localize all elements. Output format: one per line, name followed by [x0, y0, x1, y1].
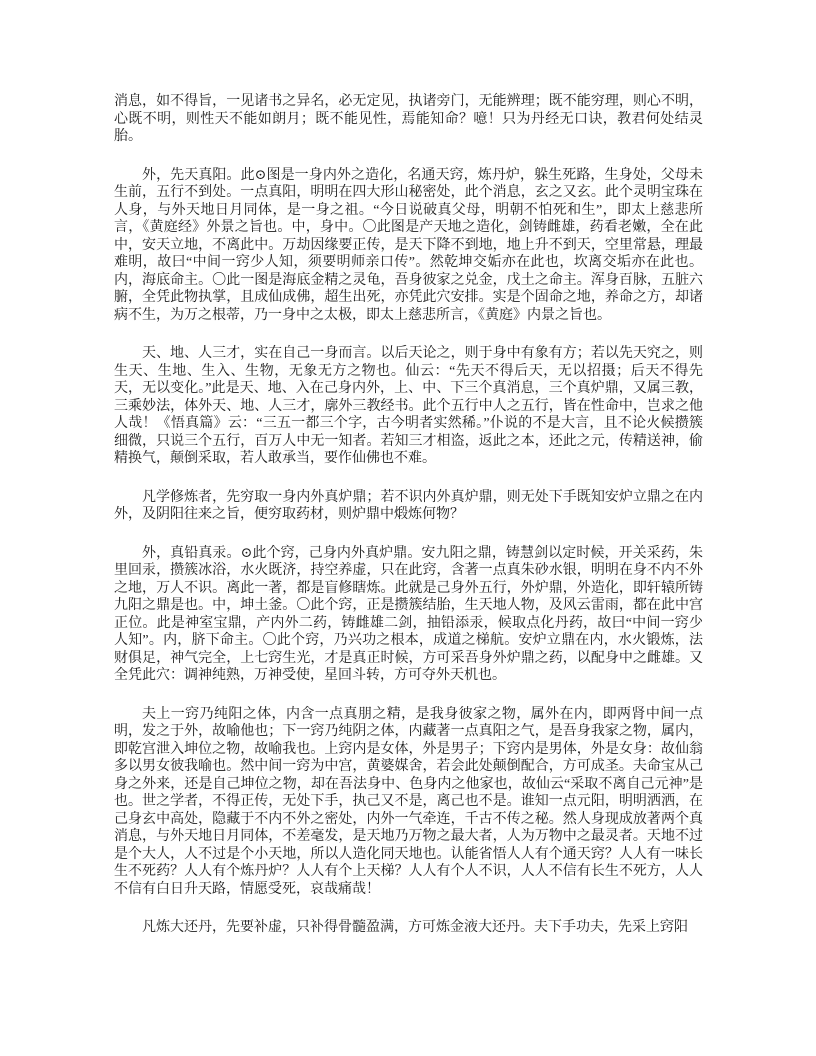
body-paragraph-2: 外，先天真阳。此⊙图是一身内外之造化，名通天窍，炼丹炉，躲生死路，生身处，父母未生前，五行不到处。一点真阳，明明在四大形山秘密处，此个消息，玄之又玄。此个灵明宝珠在人身，与外天地日月同体，是一身之祖。“今日说破真父母，明朝不怕死和生”，即太上慈悲所言，《黄庭经》外景之旨也。中，身中。〇此图是产天地之造化，剑铸雌雄，药看老嫩，全在此中，安天立地，不离此中。万劫因缘要正传，是天下降不到地，地上升不到天，空里常悬，理最难明，故曰“中间一窍少人知，须要明师亲口传”。然乾坤交姤亦在此也，坎离交垢亦在此也。内，海底命主。〇此一图是海底金精之灵龟，吾身彼家之兑金，戊土之命主。浑身百脉，五脏六腑，全凭此物执掌，且成仙成佛，超生出死，亦凭此穴安排。实是个固命之地，养命之方，却诸病不生，为万之根蒂，乃一身中之太极，即太上慈悲所言，《黄庭》内景之旨也。: [114, 167, 703, 323]
body-paragraph-6: 夫上一窍乃纯阳之体，内含一点真朋之精，是我身彼家之物，属外在内，即两肾中间一点明，发之于外，故喻他也；下一窍乃纯阴之体，内藏著一点真阳之气，是吾身我家之物，属内，即乾宫泄入坤位之物，故喻我也。上窍内是女体，外是男子；下窍内是男体，外是女身：故仙翁多以男女彼我喻也。然中间一窍为中宫，黄婆媒舍，若会此处颠倒配合，方可成圣。夫命宝从己身之外来，还是自己坤位之物，却在吾法身中、色身内之他家也，故仙云“采取不离自己元神”是也。世之学者，不得正传，无处下手，执己又不是，离己也不是。谁知一点元阳，明明洒洒，在己身玄中高处，隐藏于不内不外之密处，内外一气牵连，千古不传之秘。然人身现成放著两个真消息，与外天地日月同体，不差毫发，是天地乃万物之最大者，人为万物中之最灵者。天地不过是个大人，人不过是个小天地，所以人造化同天地也。认能省悟人人有个通天窍？人人有一味长生不死药？人人有个炼丹炉？人人有个上天梯？人人有个人不识，人人不信有长生不死方，人人不信有白日升天路，情愿受死，哀哉痛哉！: [114, 706, 703, 897]
body-paragraph-5: 外，真铅真汞。⊙此个窍，己身内外真炉鼎。安九阳之鼎，铸慧剑以定时候，开关采药，朱里回汞，攒簇冰浴，水火既济，持空养虚，只在此窍，含著一点真朱砂水银，明明在身不内不外之地，万人不识。离此一著，都是盲修瞎炼。此就是己身外五行，外炉鼎，外造化，即轩辕所铸九阳之鼎是也。中，坤土釜。〇此个窍，正是攒簇结胎，生天地人物，及风云雷雨，都在此中宫正位。此是神室宝鼎，产内外二药，铸雌雄二剑，抽铅添汞，候取点化丹药，故曰“中间一窍少人知”。内，脐下命主。〇此个窍，乃兴功之根本，成道之梯航。安炉立鼎在内，水火锻炼，法财俱足，神气完全，上七窍生光，才是真正时候，方可采吾身外炉鼎之药，以配身中之雌雄。又全凭此穴：调神纯熟，万神受使，星回斗转，方可夺外天机也。: [114, 545, 703, 683]
body-paragraph-3: 天、地、人三才，实在自己一身而言。以后天论之，则于身中有象有方；若以先天究之，则生天、生地、生入、生物，无象无方之物也。仙云：“先天不得后天，无以招摄；后天不得先天，无以变化。”此是天、地、入在己身内外，上、中、下三个真消息，三个真炉鼎，又属三教，三乘妙法，体外天、地、人三才，廓外三教经书。此个五行中人之五行，皆在性命中，岂求之他人哉！《悟真篇》云：“三五一都三个字，古今明者实然稀。”仆说的不是大言，且不论火候攒簇细微，只说三个五行，百万人中无一知者。若知三才相盗，返此之本，还此之元，传精送神，偷精换气，颠倒采取，若人敢承当，要作仙佛也不难。: [114, 346, 703, 466]
body-paragraph-1: 消息，如不得旨，一见诸书之异名，必无定见，执诸旁门，无能辨理；既不能穷理，则心不明，心既不明，则性天不能如朗月；既不能见性，焉能知命？噫！只为丹经无口诀，教君何处结灵胎。: [114, 94, 703, 144]
document-page: [114, 93, 703, 937]
body-paragraph-4: 凡学修炼者，先穷取一身内外真炉鼎；若不识内外真炉鼎，则无处下手既知安炉立鼎之在内外，及阴阳往来之旨，便穷取药材，则炉鼎中煅炼何物？: [114, 489, 703, 522]
body-paragraph-7: 凡炼大还丹，先要补虚，只补得骨髓盈满，方可炼金液大还丹。夫下手功夫，先采上窍阳: [142, 920, 688, 935]
